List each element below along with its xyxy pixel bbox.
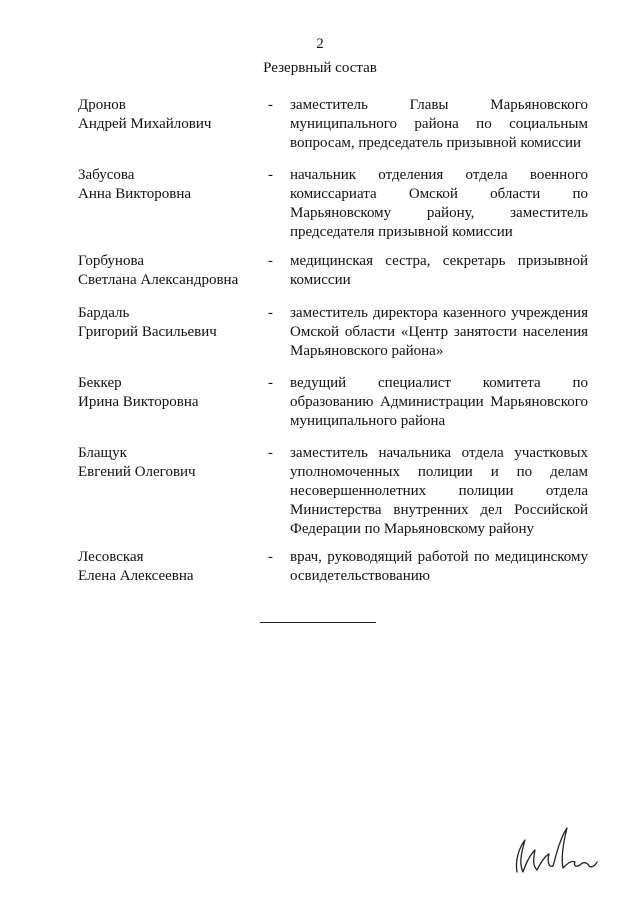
member-given-name: Елена Алексеевна [78, 568, 194, 584]
member-role: врач, руководящий работой по медицинскому освидетельствованию [290, 549, 588, 584]
member-dash: - [268, 167, 273, 183]
member-surname: Горбунова [78, 253, 144, 269]
member-role: заместитель Главы Марьяновского муниципального района по социальным вопросам, председатель призывной комиссии [290, 97, 588, 151]
member-given-name: Анна Викторовна [78, 186, 192, 202]
divider-line [260, 622, 376, 623]
member-role: медицинская сестра, секретарь призывной комиссии [290, 253, 588, 288]
member-surname: Забусова [78, 167, 135, 183]
member-dash: - [268, 253, 273, 269]
member-name [78, 548, 268, 586]
member-dash: - [268, 305, 273, 321]
member-given-name: Андрей Михайлович [78, 116, 212, 132]
member-role: начальник отделения отдела военного комиссариата Омской области по Марьяновскому району, заместитель председателя призывной комиссии [290, 167, 588, 240]
member-given-name: Светлана Александровна [78, 272, 239, 288]
member-role: заместитель директора казенного учреждения Омской области «Центр занятости населения Марьяновского района» [290, 305, 588, 359]
member-dash: - [268, 549, 273, 565]
member-name [78, 444, 268, 482]
member-role: ведущий специалист комитета по образованию Администрации Марьяновского муниципального района [290, 375, 588, 429]
member-surname: Дронов [78, 97, 126, 113]
page-title: Резервный состав [263, 60, 377, 76]
member-name [78, 96, 268, 134]
member-name [78, 166, 268, 204]
member-role: заместитель начальника отдела участковых уполномоченных полиции и по делам несовершеннолетних полиции отдела Министерства внутренних дел Российской Федерации по Марьяновскому району [290, 445, 588, 537]
member-dash: - [268, 445, 273, 461]
member-surname: Лесовская [78, 549, 144, 565]
member-surname: Беккер [78, 375, 122, 391]
member-name [78, 252, 268, 290]
member-surname: Блащук [78, 445, 127, 461]
member-given-name: Григорий Васильевич [78, 324, 217, 340]
member-name [78, 304, 268, 342]
member-dash: - [268, 97, 273, 113]
signature-image [505, 820, 605, 880]
member-given-name: Ирина Викторовна [78, 394, 199, 410]
member-dash: - [268, 375, 273, 391]
member-given-name: Евгений Олегович [78, 464, 196, 480]
member-surname: Бардаль [78, 305, 130, 321]
page-number: 2 [316, 36, 324, 52]
member-name [78, 374, 268, 412]
